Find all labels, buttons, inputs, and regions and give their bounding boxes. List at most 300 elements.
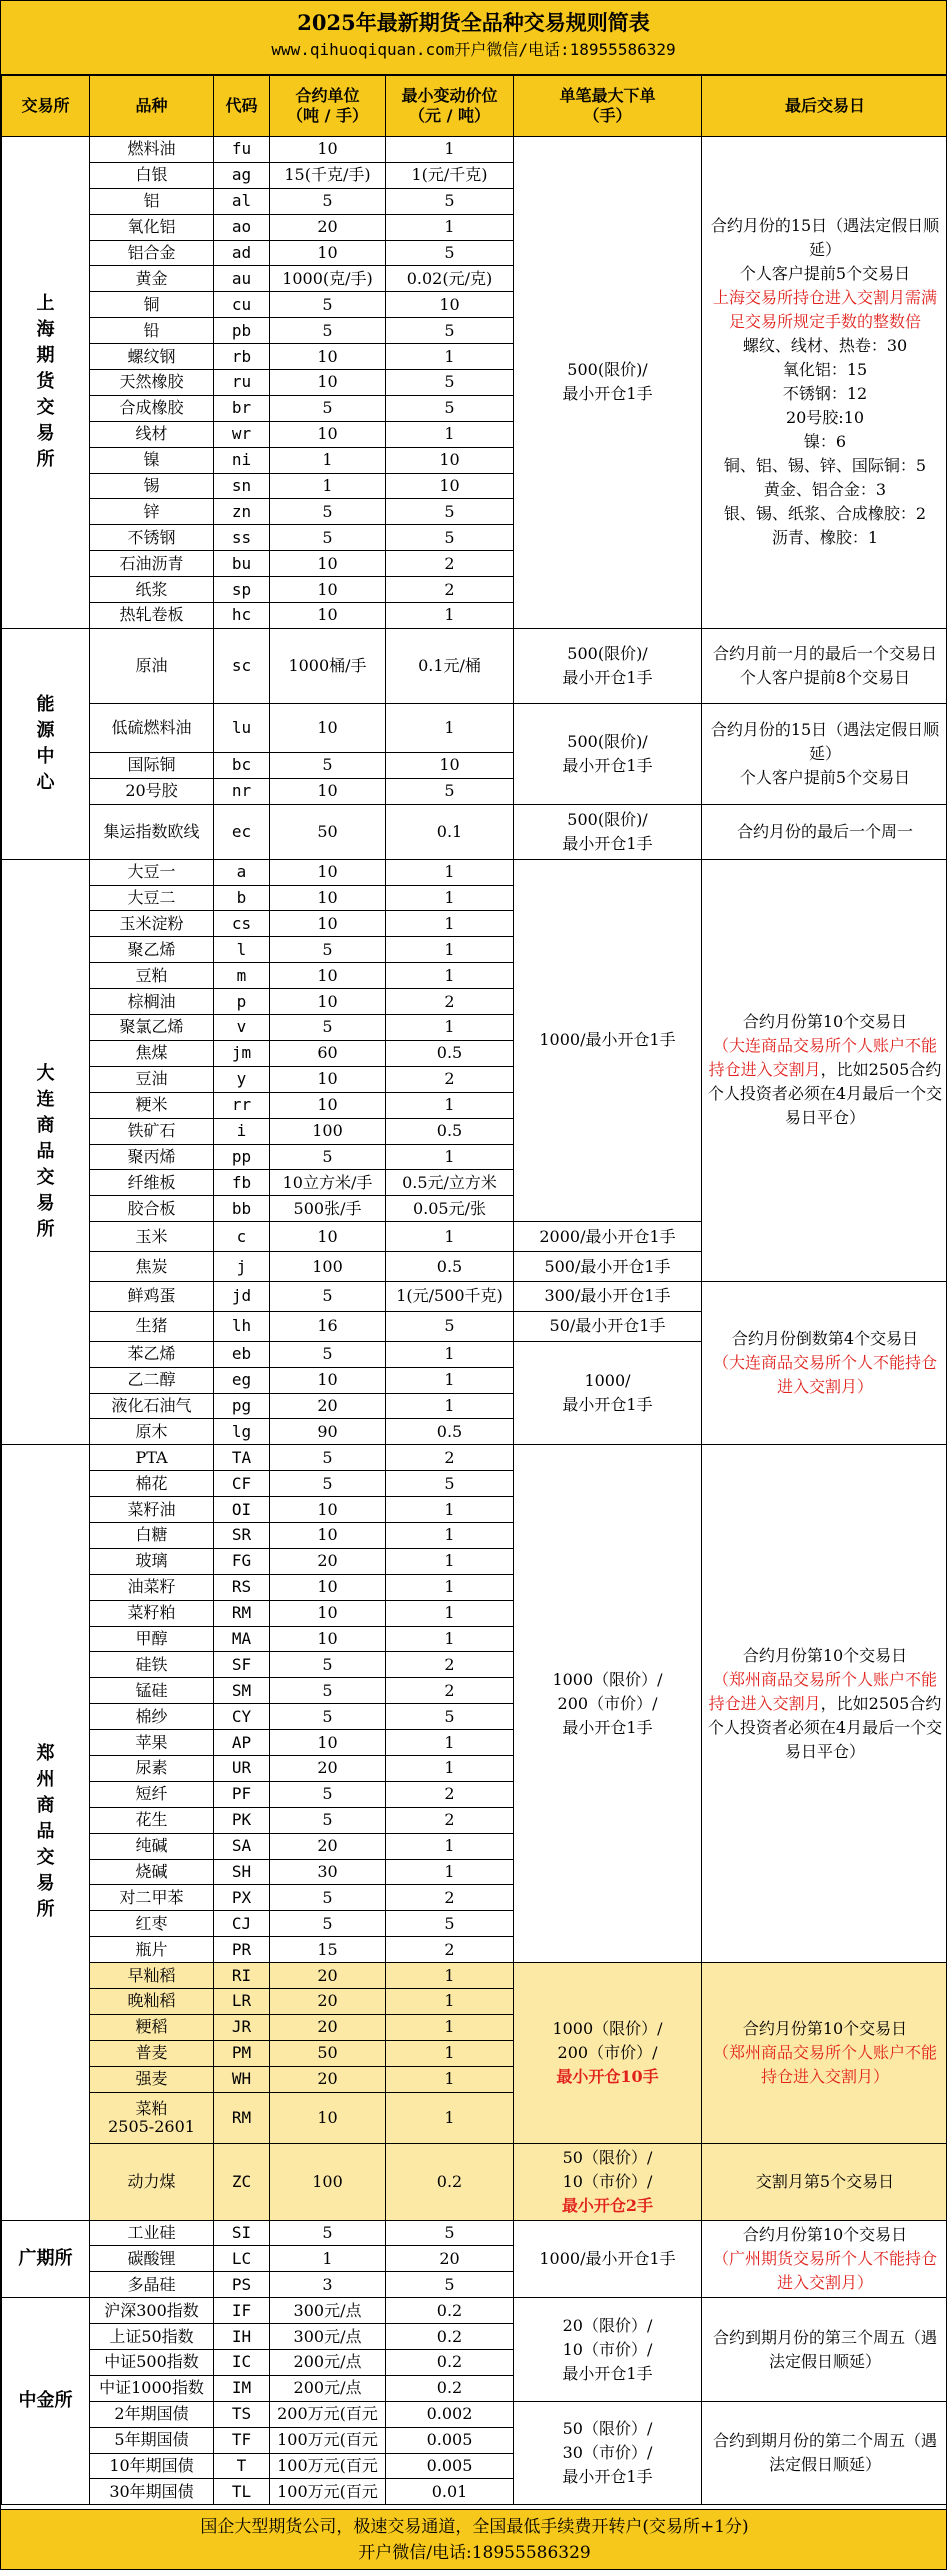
last-trading-day-cell [702,2401,947,2505]
last-trading-day-cell [702,2298,947,2402]
cell-unit: 300元/点 [270,2324,386,2350]
cell-tick: 2 [386,1807,514,1833]
cell-unit: 5 [270,525,386,551]
cell-code: SA [214,1833,270,1859]
cell-unit: 10 [270,551,386,577]
cell-code: bc [214,752,270,778]
cell-unit: 5 [270,752,386,778]
cell-unit: 10 [270,240,386,266]
cell-tick: 0.5 [386,1118,514,1144]
cell-variety: 油菜籽 [90,1574,214,1600]
cell-unit: 10 [270,1626,386,1652]
cell-unit: 20 [270,1833,386,1859]
cell-variety: 强麦 [90,2066,214,2092]
cell-code: PK [214,1807,270,1833]
cell-unit: 10 [270,1497,386,1523]
cell-code: cu [214,292,270,318]
cell-tick: 5 [386,1911,514,1937]
cell-tick: 1 [386,1341,514,1367]
cell-code: PX [214,1885,270,1911]
cell-unit: 20 [270,1548,386,1574]
last-trading-day-cell [702,2220,947,2298]
cell-variety: 氧化铝 [90,214,214,240]
cell-tick: 5 [386,188,514,214]
cell-tick: 1 [386,603,514,629]
cell-variety: 碳酸锂 [90,2246,214,2272]
cell-tick: 1 [386,1626,514,1652]
cell-tick: 1 [386,937,514,963]
cell-tick: 1 [386,1497,514,1523]
cell-code: ru [214,370,270,396]
cell-unit: 5 [270,292,386,318]
col-header-tick: 最小变动价位 （元 / 吨） [386,76,514,137]
max-order-cell [514,1281,702,1311]
cell-code: sc [214,628,270,703]
cell-code: p [214,989,270,1015]
col-header-code: 代码 [214,76,270,137]
last-trading-day-text: 合约月前一月的最后一个交易日 个人客户提前8个交易日 [712,643,937,687]
exchange-name: 能源中心 [36,693,55,793]
max-order-cell [514,1341,702,1445]
cell-variety: 乙二醇 [90,1367,214,1393]
cell-code: PM [214,2040,270,2066]
cell-variety: 动力煤 [90,2143,214,2220]
cell-code: ao [214,214,270,240]
cell-variety: 中证500指数 [90,2350,214,2376]
cell-tick: 1 [386,421,514,447]
cell-unit: 5 [270,937,386,963]
last-trading-day-cell [702,859,947,1281]
cell-unit: 1000(克/手) [270,266,386,292]
cell-tick: 0.5 [386,1040,514,1066]
cell-unit: 10 [270,703,386,752]
table-row [2,703,947,752]
cell-code: RI [214,1963,270,1989]
cell-variety: 大豆二 [90,885,214,911]
cell-code: l [214,937,270,963]
cell-unit: 30 [270,1859,386,1885]
cell-unit: 20 [270,2014,386,2040]
cell-tick: 1 [386,1144,514,1170]
cell-variety: 热轧卷板 [90,603,214,629]
cell-code: lu [214,703,270,752]
last-trading-day-cell [702,1281,947,1444]
cell-variety: 红枣 [90,1911,214,1937]
table-row [2,1281,947,1311]
last-trading-day-text: 合约月份第10个交易日 [742,1645,908,1665]
cell-unit: 16 [270,1311,386,1341]
cell-tick: 2 [386,551,514,577]
max-order-text: 20（限价）/ 10（市价）/ 最小开仓1手 [562,2315,653,2383]
max-order-text: 最小开仓2手 [561,2195,654,2215]
cell-tick: 1 [386,2066,514,2092]
cell-code: CY [214,1704,270,1730]
cell-tick: 1(元/千克) [386,162,514,188]
col-header-exchange: 交易所 [2,76,90,137]
cell-unit: 10 [270,1730,386,1756]
cell-variety: 原油 [90,628,214,703]
cell-code: ZC [214,2143,270,2220]
cell-tick: 0.5元/立方米 [386,1170,514,1196]
cell-tick: 0.1元/桶 [386,628,514,703]
last-trading-day-cell [702,628,947,703]
exchange-name: 广期所 [18,2247,73,2269]
cell-variety: 粳米 [90,1092,214,1118]
cell-code: c [214,1222,270,1252]
cell-unit: 200元/点 [270,2375,386,2401]
last-trading-day-text: 合约月份的15日（遇法定假日顺延） 个人客户提前5个交易日 [710,719,940,787]
col-header-last-day: 最后交易日 [702,76,947,137]
cell-tick: 5 [386,395,514,421]
table-row [2,628,947,703]
cell-code: fu [214,137,270,163]
cell-tick: 5 [386,2220,514,2246]
cell-tick: 2 [386,989,514,1015]
cell-tick: 1 [386,1222,514,1252]
cell-unit: 20 [270,2066,386,2092]
cell-tick: 2 [386,1937,514,1963]
cell-tick: 0.005 [386,2427,514,2453]
exchange-cell-czce [2,1445,90,2220]
cell-code: CF [214,1471,270,1497]
cell-tick: 2 [386,577,514,603]
cell-unit: 5 [270,1807,386,1833]
rules-table [1,75,947,2505]
cell-code: hc [214,603,270,629]
cell-code: UR [214,1755,270,1781]
max-order-cell [514,2401,702,2505]
cell-variety: 2年期国债 [90,2401,214,2427]
cell-tick: 1 [386,1574,514,1600]
cell-unit: 10 [270,911,386,937]
max-order-text: 1000/ 最小开仓1手 [562,1371,653,1415]
cell-code: cs [214,911,270,937]
table-row [2,2401,947,2427]
cell-tick: 1 [386,1963,514,1989]
last-trading-day-text: 合约到期月份的第二个周五（遇法定假日顺延） [712,2431,937,2475]
cell-code: JR [214,2014,270,2040]
cell-tick: 1 [386,1755,514,1781]
cell-variety: 白糖 [90,1522,214,1548]
cell-variety: 对二甲苯 [90,1885,214,1911]
max-order-text: 50/最小开仓1手 [549,1316,666,1336]
max-order-cell [514,1311,702,1341]
cell-unit: 5 [270,1471,386,1497]
cell-code: b [214,885,270,911]
cell-unit: 10 [270,577,386,603]
cell-unit: 5 [270,1678,386,1704]
table-row [2,1963,947,1989]
cell-tick: 1 [386,137,514,163]
cell-variety: 低硫燃料油 [90,703,214,752]
cell-variety: 花生 [90,1807,214,1833]
cell-code: bb [214,1196,270,1222]
max-order-cell [514,137,702,629]
cell-variety: 苯乙烯 [90,1341,214,1367]
cell-variety: 不锈钢 [90,525,214,551]
col-header-max-order: 单笔最大下单 （手） [514,76,702,137]
cell-variety: 集运指数欧线 [90,804,214,859]
cell-code: ni [214,447,270,473]
cell-variety: 燃料油 [90,137,214,163]
cell-tick: 2 [386,1885,514,1911]
cell-unit: 200万元(百元 [270,2401,386,2427]
cell-unit: 5 [270,1015,386,1041]
exchange-cell-shfe [2,137,90,629]
cell-variety: PTA [90,1445,214,1471]
footer-line-2: 开户微信/电话:18955586329 [358,2543,591,2563]
cell-unit: 5 [270,1445,386,1471]
cell-variety: 纸浆 [90,577,214,603]
cell-tick: 5 [386,240,514,266]
cell-unit: 50 [270,804,386,859]
cell-variety: 纤维板 [90,1170,214,1196]
max-order-cell [514,1252,702,1282]
cell-code: v [214,1015,270,1041]
cell-code: sn [214,473,270,499]
cell-code: SM [214,1678,270,1704]
cell-variety: 石油沥青 [90,551,214,577]
cell-unit: 10 [270,1600,386,1626]
footer [1,2509,947,2569]
max-order-cell [514,2143,702,2220]
cell-unit: 1 [270,447,386,473]
cell-variety: 国际铜 [90,752,214,778]
cell-variety: 中证1000指数 [90,2375,214,2401]
max-order-cell [514,1445,702,1963]
cell-tick: 1 [386,1833,514,1859]
cell-variety: 锰硅 [90,1678,214,1704]
exchange-name: 大连商品交易所 [36,1063,55,1240]
cell-variety: 铅 [90,318,214,344]
cell-code: IM [214,2375,270,2401]
cell-tick: 5 [386,1471,514,1497]
cell-variety: 20号胶 [90,778,214,804]
cell-variety: 纯碱 [90,1833,214,1859]
cell-code: TL [214,2479,270,2505]
cell-code: MA [214,1626,270,1652]
cell-tick: 1 [386,1015,514,1041]
cell-tick: 20 [386,2246,514,2272]
cell-code: br [214,395,270,421]
cell-tick: 0.2 [386,2350,514,2376]
cell-variety: 胶合板 [90,1196,214,1222]
cell-unit: 10立方米/手 [270,1170,386,1196]
last-trading-day-text: （郑州商品交易所个人账户不能持仓进入交割月 [708,1669,937,1713]
cell-unit: 10 [270,1092,386,1118]
last-trading-day-text: ，比如2505合约个人投资者必须在4月最后一个交易日平仓） [707,1693,943,1761]
cell-tick: 5 [386,318,514,344]
last-trading-day-text: （大连商品交易所个人不能持仓进入交割月） [712,1353,937,1397]
cell-variety: 玉米淀粉 [90,911,214,937]
cell-variety: 普麦 [90,2040,214,2066]
cell-variety: 粳稻 [90,2014,214,2040]
cell-unit: 500张/手 [270,1196,386,1222]
footer-line-1: 国企大型期货公司，极速交易通道，全国最低手续费开转户(交易所+1分) [200,2517,749,2537]
cell-tick: 1 [386,2040,514,2066]
cell-unit: 100万元(百元 [270,2427,386,2453]
last-trading-day-text: 合约月份第10个交易日 [742,2018,908,2038]
cell-variety: 螺纹钢 [90,344,214,370]
cell-unit: 100 [270,2143,386,2220]
max-order-text: 1000（限价）/ 200（市价）/ [552,2018,663,2062]
cell-code: PS [214,2272,270,2298]
last-trading-day-cell [702,1963,947,2143]
cell-code: PR [214,1937,270,1963]
cell-variety: 聚氯乙烯 [90,1015,214,1041]
cell-variety: 晚籼稻 [90,1989,214,2015]
cell-unit: 10 [270,859,386,885]
exchange-cell-ine [2,628,90,859]
cell-unit: 3 [270,2272,386,2298]
cell-variety: 豆油 [90,1066,214,1092]
last-trading-day-cell [702,703,947,804]
cell-unit: 1 [270,473,386,499]
cell-variety: 大豆一 [90,859,214,885]
cell-unit: 10 [270,1066,386,1092]
last-trading-day-text: 合约月份第10个交易日 [742,2224,908,2244]
last-trading-day-text: 合约月份的最后一个周一 [736,821,913,841]
cell-unit: 10 [270,1222,386,1252]
cell-unit: 5 [270,1781,386,1807]
cell-tick: 0.02(元/克) [386,266,514,292]
cell-variety: 聚丙烯 [90,1144,214,1170]
cell-code: RS [214,1574,270,1600]
cell-unit: 5 [270,1704,386,1730]
cell-variety: 原木 [90,1419,214,1445]
cell-tick: 2 [386,1066,514,1092]
cell-tick: 1(元/500千克) [386,1281,514,1311]
cell-code: nr [214,778,270,804]
cell-tick: 5 [386,1704,514,1730]
cell-code: fb [214,1170,270,1196]
cell-unit: 100万元(百元 [270,2453,386,2479]
cell-variety: 焦炭 [90,1252,214,1282]
table-row [2,1445,947,1471]
max-order-text: 500/最小开仓1手 [544,1256,671,1276]
cell-unit: 5 [270,1652,386,1678]
cell-code: LR [214,1989,270,2015]
cell-tick: 10 [386,292,514,318]
cell-unit: 10 [270,344,386,370]
cell-variety: 30年期国债 [90,2479,214,2505]
max-order-text: 2000/最小开仓1手 [539,1226,676,1246]
cell-tick: 1 [386,1600,514,1626]
cell-unit: 15(千克/手) [270,162,386,188]
cell-code: lg [214,1419,270,1445]
cell-tick: 0.2 [386,2298,514,2324]
cell-variety: 天然橡胶 [90,370,214,396]
cell-unit: 5 [270,1144,386,1170]
table-row [2,2298,947,2324]
cell-code: rb [214,344,270,370]
cell-unit: 5 [270,499,386,525]
cell-variety: 多晶硅 [90,2272,214,2298]
cell-variety: 苹果 [90,1730,214,1756]
max-order-text: 500(限价)/ 最小开仓1手 [562,731,653,775]
cell-unit: 10 [270,421,386,447]
exchange-cell-gfex [2,2220,90,2298]
cell-tick: 2 [386,1678,514,1704]
cell-code: TA [214,1445,270,1471]
cell-unit: 10 [270,370,386,396]
last-trading-day-text: （郑州商品交易所个人账户不能持仓进入交割月） [712,2042,937,2086]
cell-code: RM [214,2092,270,2143]
max-order-text: 500(限价)/ 最小开仓1手 [562,360,653,404]
cell-tick: 1 [386,1522,514,1548]
cell-variety: 烧碱 [90,1859,214,1885]
max-order-text: 500(限价)/ 最小开仓1手 [562,643,653,687]
cell-unit: 50 [270,2040,386,2066]
cell-unit: 5 [270,395,386,421]
cell-variety: 鲜鸡蛋 [90,1281,214,1311]
max-order-cell [514,1963,702,2143]
exchange-cell-cffex [2,2298,90,2505]
cell-code: eb [214,1341,270,1367]
cell-unit: 10 [270,2092,386,2143]
cell-code: bu [214,551,270,577]
cell-unit: 20 [270,1755,386,1781]
cell-unit: 5 [270,1341,386,1367]
cell-tick: 1 [386,214,514,240]
cell-variety: 菜籽油 [90,1497,214,1523]
cell-tick: 1 [386,1730,514,1756]
last-trading-day-text: 交割月第5个交易日 [755,2171,895,2191]
cell-code: T [214,2453,270,2479]
cell-variety: 镍 [90,447,214,473]
cell-variety: 合成橡胶 [90,395,214,421]
cell-variety: 焦煤 [90,1040,214,1066]
cell-code: RM [214,1600,270,1626]
cell-variety: 瓶片 [90,1937,214,1963]
cell-variety: 黄金 [90,266,214,292]
cell-unit: 10 [270,1522,386,1548]
cell-tick: 1 [386,885,514,911]
cell-variety: 棉纱 [90,1704,214,1730]
last-trading-day-text: 上海交易所持仓进入交割月需满足交易所规定手数的整数倍 [712,288,937,332]
cell-code: zn [214,499,270,525]
cell-code: jm [214,1040,270,1066]
last-trading-day-text: （广州期货交易所个人不能持仓进入交割月） [712,2248,937,2292]
cell-unit: 300元/点 [270,2298,386,2324]
cell-tick: 0.002 [386,2401,514,2427]
cell-tick: 0.2 [386,2375,514,2401]
cell-unit: 20 [270,1963,386,1989]
cell-unit: 5 [270,1911,386,1937]
title-bar [1,1,946,75]
cell-variety: 锡 [90,473,214,499]
table-row [2,804,947,859]
cell-tick: 0.1 [386,804,514,859]
max-order-cell [514,2298,702,2402]
cell-tick: 10 [386,473,514,499]
max-order-cell [514,2220,702,2298]
cell-code: wr [214,421,270,447]
cell-code: ec [214,804,270,859]
cell-variety: 液化石油气 [90,1393,214,1419]
max-order-cell [514,804,702,859]
cell-variety: 铜 [90,292,214,318]
cell-code: au [214,266,270,292]
cell-unit: 5 [270,1281,386,1311]
cell-tick: 1 [386,1393,514,1419]
cell-unit: 10 [270,989,386,1015]
cell-tick: 1 [386,2014,514,2040]
cell-variety: 甲醇 [90,1626,214,1652]
cell-variety: 10年期国债 [90,2453,214,2479]
cell-tick: 0.05元/张 [386,1196,514,1222]
cell-tick: 0.2 [386,2143,514,2220]
